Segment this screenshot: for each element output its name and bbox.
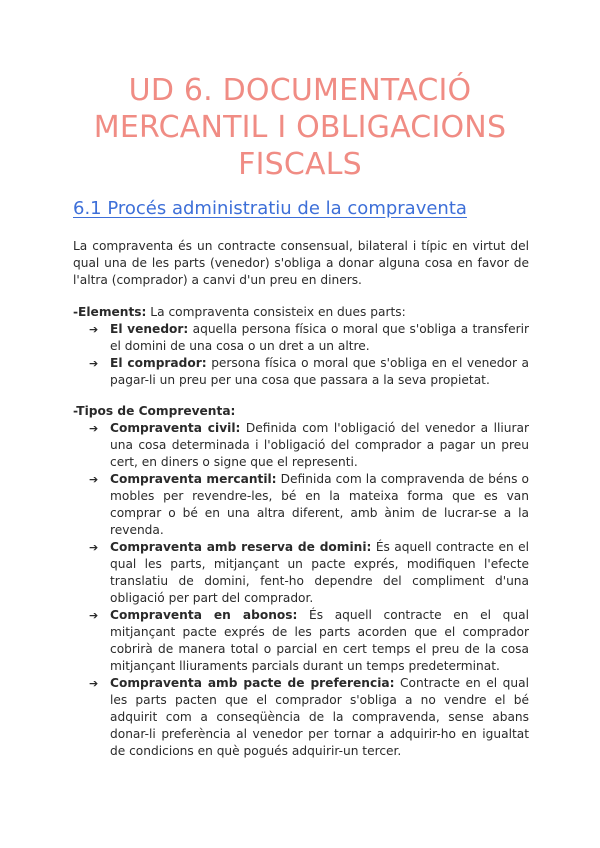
item-term: Compraventa civil:: [110, 421, 241, 435]
arrow-bullet-icon: ➔: [89, 357, 99, 370]
item-text: Definida com la compravenda de béns o mobles per revendre-les, bé en la mateixa forma que es van comprar o bé en una altra diferent, amb ànim de lucrar-se a la revenda.: [110, 472, 530, 537]
elements-list: [73, 321, 529, 389]
item-text: És aquell contracte en el qual mitjançant pacte exprés de les parts acorden que el comprador cobrirà de manera total o parcial en cert temps el preu de la cosa mitjançant lliuraments parcials durant un temps predeterminat.: [110, 608, 529, 673]
item-text: Contracte en el qual les parts pacten que el comprador s'obliga a no vendre el bé adquirit com a conseqüència de la compravenda, sense abans donar-li preferència al venedor per tornar a adquirir-ho en igualtat de condicions en què pogués adquirir-un tercer.: [110, 676, 529, 758]
arrow-bullet-icon: ➔: [89, 473, 99, 486]
elements-heading: [73, 304, 406, 321]
list-item: [73, 420, 529, 471]
list-item: [73, 607, 529, 675]
arrow-bullet-icon: ➔: [89, 323, 99, 336]
item-term: El venedor:: [110, 322, 189, 336]
list-item: [73, 321, 529, 355]
elements-label: -Elements:: [73, 305, 147, 319]
arrow-bullet-icon: ➔: [89, 422, 99, 435]
item-term: El comprador:: [110, 356, 207, 370]
tipos-list: [73, 420, 529, 760]
item-text: aquella persona física o moral que s'obliga a transferir el domini de una cosa o un dret a un altre.: [110, 322, 529, 353]
arrow-bullet-icon: ➔: [89, 541, 99, 554]
list-item: [73, 675, 529, 760]
item-term: Compraventa amb pacte de preferencia:: [110, 676, 395, 690]
item-term: Compraventa amb reserva de domini:: [110, 540, 372, 554]
list-item: [73, 539, 529, 607]
page-title: UD 6. DOCUMENTACIÓ MERCANTIL I OBLIGACIONS FISCALS: [93, 73, 507, 182]
list-item: [73, 355, 529, 389]
item-term: Compraventa mercantil:: [110, 472, 277, 486]
item-text: Definida com l'obligació del venedor a lliurar una cosa determinada i l'obligació del comprador a pagar un preu cert, en diners o signe que el representi.: [110, 421, 529, 469]
elements-text: La compraventa consisteix en dues parts:: [146, 305, 406, 319]
list-item: [73, 471, 529, 539]
arrow-bullet-icon: ➔: [89, 677, 99, 690]
tipos-label: -Tipos de Compreventa:: [73, 404, 236, 418]
item-text: És aquell contracte en el qual les parts, mitjançant un pacte exprés, modifiquen l'efecte translatiu de domini, fent-ho dependre del compliment d'una obligació per part del comprador.: [110, 540, 530, 605]
arrow-bullet-icon: ➔: [89, 609, 99, 622]
item-text: persona física o moral que s'obliga en el venedor a pagar-li un preu per una cosa que passara a la seva propietat.: [110, 356, 530, 387]
tipos-heading: [73, 403, 235, 420]
section-heading: 6.1 Procés administratiu de la compraventa: [73, 198, 467, 219]
intro-paragraph: La compraventa és un contracte consensual, bilateral i típic en virtut del qual una de les parts (venedor) s'obliga a donar alguna cosa en favor de l'altra (comprador) a canvi d'un preu en diners.: [73, 239, 529, 287]
item-term: Compraventa en abonos:: [110, 608, 298, 622]
